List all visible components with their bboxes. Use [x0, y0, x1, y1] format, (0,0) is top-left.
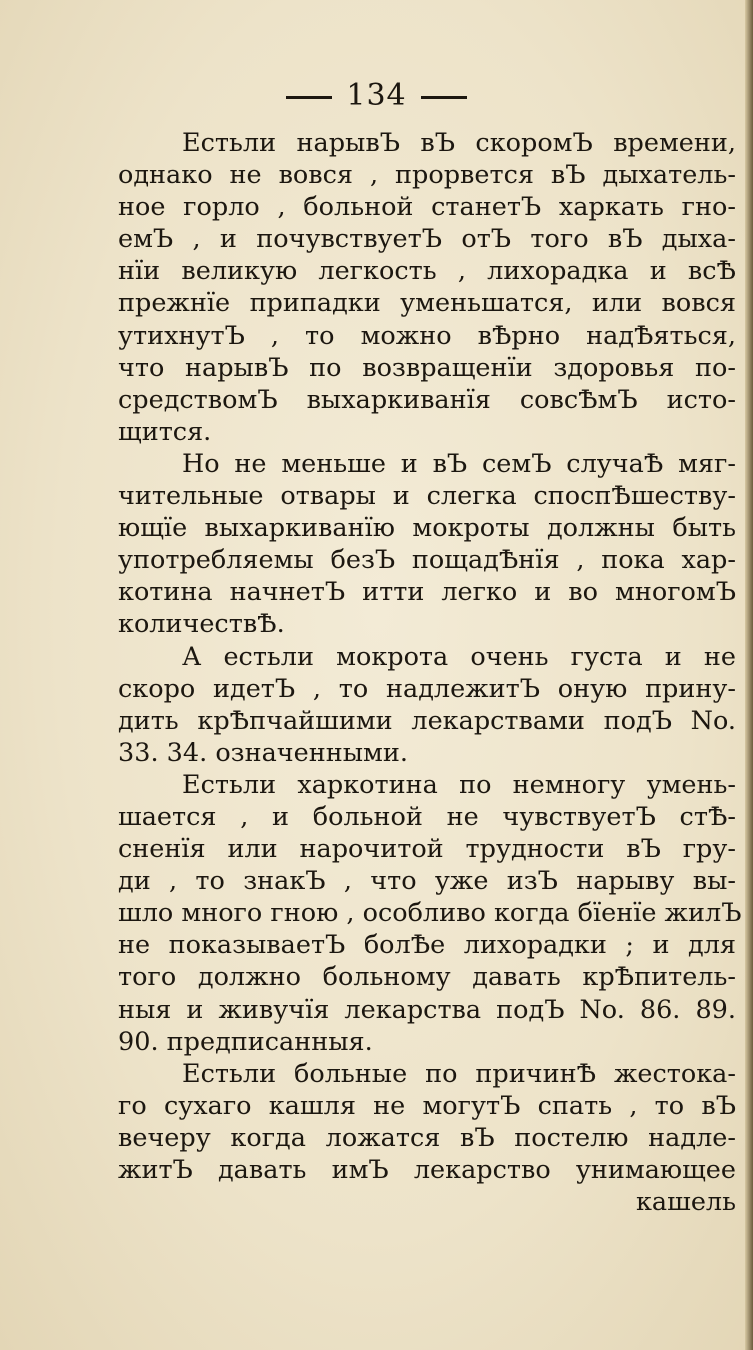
- text-line: утихнутЪ , то можно вѢрно надѢяться,: [118, 320, 736, 351]
- page-header: [0, 76, 753, 116]
- text-line: 33. 34. означенными.: [118, 737, 408, 768]
- text-line: ныя и живучїя лекарства подЪ No. 86. 89.: [118, 994, 736, 1025]
- text-line: чительные отвары и слегка споспѢшеству-: [118, 481, 736, 512]
- text-line: средствомЪ выхаркиванїя совсѢмЪ исто-: [118, 384, 736, 415]
- text-line: шло много гною , особливо когда бїенїе жилЪ: [118, 898, 742, 929]
- body-text: [118, 127, 742, 1218]
- text-line: шается , и больной не чувствуетЪ стѢ-: [118, 801, 736, 832]
- text-line: что нарывЪ по возвращенїи здоровья по-: [118, 352, 736, 383]
- text-line: ющїе выхаркиванїю мокроты должны быть: [118, 513, 736, 544]
- text-line: Естьли больные по причинѢ жестока-: [182, 1058, 736, 1089]
- text-line: Естьли нарывЪ вЪ скоромЪ времени,: [182, 128, 736, 158]
- page-edge-shadow: [745, 0, 753, 1350]
- text-line: употребляемы безЪ пощадѢнїя , пока хар-: [118, 545, 736, 576]
- text-line: количествѢ.: [118, 609, 285, 640]
- text-line: прежнїе припадки уменьшатся, или вовся: [118, 288, 736, 319]
- text-line: ди , то знакЪ , что уже изЪ нарыву вы-: [118, 866, 736, 897]
- text-line: вечеру когда ложатся вЪ постелю надле-: [118, 1122, 736, 1153]
- text-line: А естьли мокрота очень густа и не: [182, 641, 736, 672]
- catchword: кашель: [635, 1187, 736, 1218]
- text-line: Естьли харкотина по немногу умень-: [182, 769, 736, 800]
- header-dash-right: [421, 96, 467, 99]
- text-line: 90. предписанныя.: [118, 1026, 373, 1057]
- text-line: емЪ , и почувствуетЪ отЪ того вЪ дыха-: [118, 224, 736, 255]
- header-dash-left: [286, 96, 332, 99]
- text-line: дить крѢпчайшими лекарствами подЪ No.: [118, 705, 736, 736]
- text-line: Но не меньше и вЪ семЪ случаѢ мяг-: [182, 448, 736, 479]
- text-line: сненїя или нарочитой трудности вЪ гру-: [118, 834, 736, 865]
- text-line: однако не вовся , прорвется вЪ дыхатель-: [118, 160, 736, 191]
- text-line: того должно больному давать крѢпитель-: [118, 962, 736, 993]
- text-line: го сухаго кашля не могутЪ спать , то вЪ: [118, 1090, 736, 1121]
- text-line: нїи великую легкость , лихорадка и всѢ: [118, 256, 736, 287]
- text-line: не показываетЪ болѢе лихорадки ; и для: [118, 930, 736, 961]
- text-line: скоро идетЪ , то надлежитЪ оную прину-: [118, 673, 736, 704]
- text-line: ное горло , больной станетЪ харкать гно-: [118, 192, 736, 223]
- page-number: 134: [346, 78, 407, 113]
- text-line: щится.: [118, 416, 212, 447]
- text-line: житЪ давать имЪ лекарство унимающее: [118, 1155, 736, 1185]
- text-line: котина начнетЪ итти легко и во многомЪ: [118, 577, 736, 608]
